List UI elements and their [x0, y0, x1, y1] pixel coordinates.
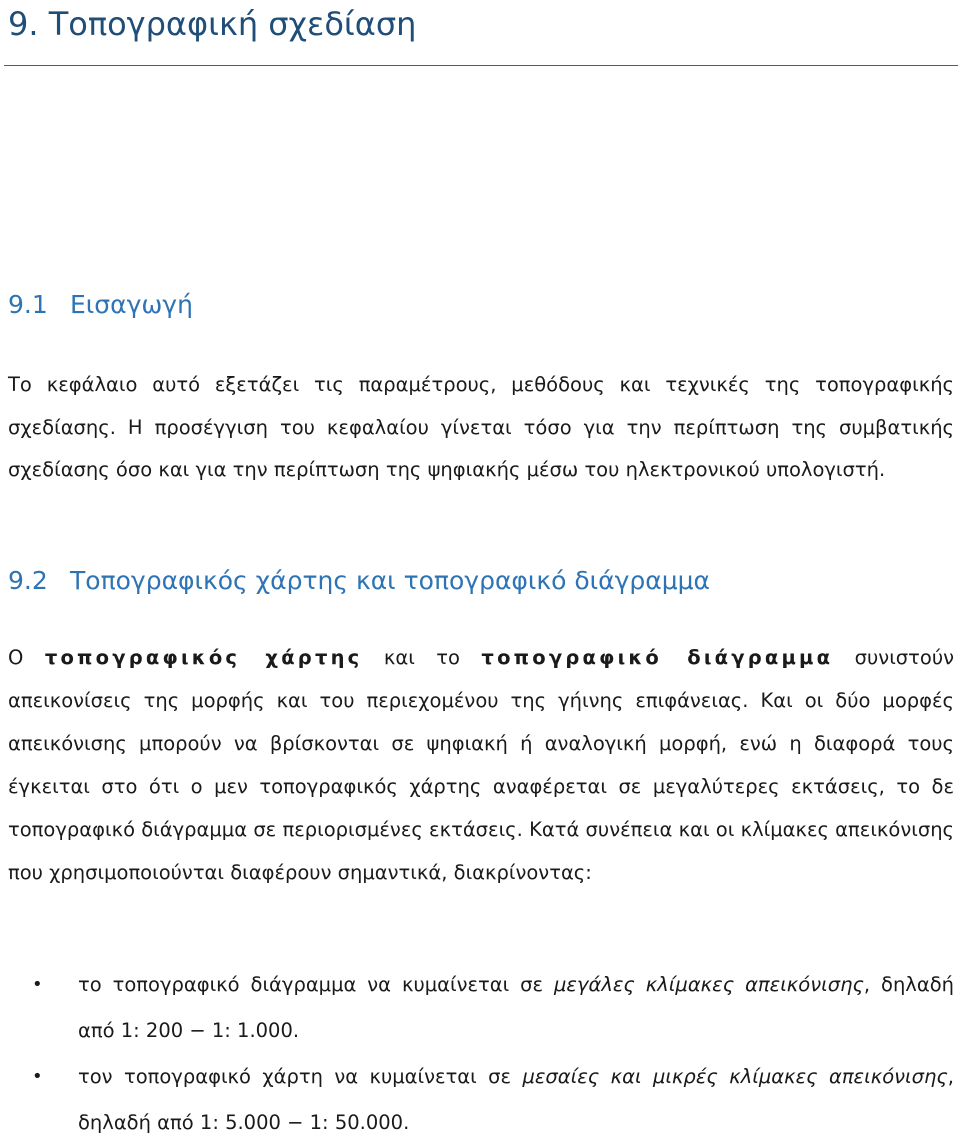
term-topographic-map: τοπογραφικός χάρτης — [44, 646, 363, 669]
section-heading-introduction — [8, 288, 193, 322]
section-number: 9.2 — [8, 566, 48, 595]
list-emphasis: μεγάλες κλίμακες απεικόνισης — [553, 973, 864, 996]
list-text: τον τοπογραφικό χάρτη να κυμαίνεται σε — [78, 1065, 523, 1088]
section-number: 9.1 — [8, 290, 48, 319]
list-end: . — [292, 1019, 300, 1042]
list-text: το τοπογραφικό διάγραμμα να κυμαίνεται σε — [78, 973, 554, 996]
map-diagram-paragraph — [8, 636, 954, 895]
list-item — [8, 962, 954, 1054]
section-title: Τοπογραφικός χάρτης και τοπογραφικό διάγραμμα — [70, 566, 711, 595]
list-end: . — [403, 1111, 410, 1134]
list-emphasis: μεσαίες και μικρές κλίμακες απεικόνισης — [522, 1065, 948, 1088]
bullet-icon: • — [32, 1066, 43, 1087]
scale-range: 1: 5.000 − 1: 50.000 — [199, 1111, 404, 1134]
scale-range: 1: 200 − 1: 1.000 — [120, 1019, 293, 1042]
scale-list — [8, 962, 954, 1146]
list-item — [8, 1054, 954, 1146]
list-text: , δηλαδή από — [78, 973, 954, 1042]
paragraph-lead: Ο — [8, 646, 45, 669]
paragraph-mid: και το — [362, 646, 482, 669]
chapter-divider — [4, 65, 958, 66]
section-heading-map-and-diagram — [8, 564, 710, 598]
section-title: Εισαγωγή — [70, 290, 193, 319]
list-text: , δηλαδή από — [78, 1065, 954, 1134]
term-topographic-diagram: τοπογραφικό διάγραμμα — [481, 646, 834, 669]
paragraph-rest: συνιστούν απεικονίσεις της μορφής και του περιεχομένου της γήινης επιφάνειας. Και οι δύο μορφές απεικόνισης μπορούν να βρίσκονται σε ψηφιακή ή αναλογική μορφή, ενώ η διαφορά τους έγκειται στο ότι ο μεν τοπογραφικός χάρτης αναφέρεται σε μεγαλύτερες εκτάσεις, το δε τοπογραφικό διάγραμμα σε περιορισμένες εκτάσεις. Κατά συνέπεια και οι κλίμακες απεικόνισης που χρησιμοποιούνται διαφέρουν σημαντικά, διακρίνοντας: — [8, 646, 954, 885]
bullet-icon: • — [32, 974, 43, 995]
introduction-paragraph: Το κεφάλαιο αυτό εξετάζει τις παραμέτρους, μεθόδους και τεχνικές της τοπογραφικής σχεδίασης. Η προσέγγιση του κεφαλαίου γίνεται τόσο για την περίπτωση της συμβατικής σχεδίασης όσο και για την περίπτωση της ψηφιακής μέσω του ηλεκτρονικού υπολογιστή. — [8, 373, 954, 481]
chapter-title: 9. Τοπογραφική σχεδίαση — [8, 5, 417, 43]
